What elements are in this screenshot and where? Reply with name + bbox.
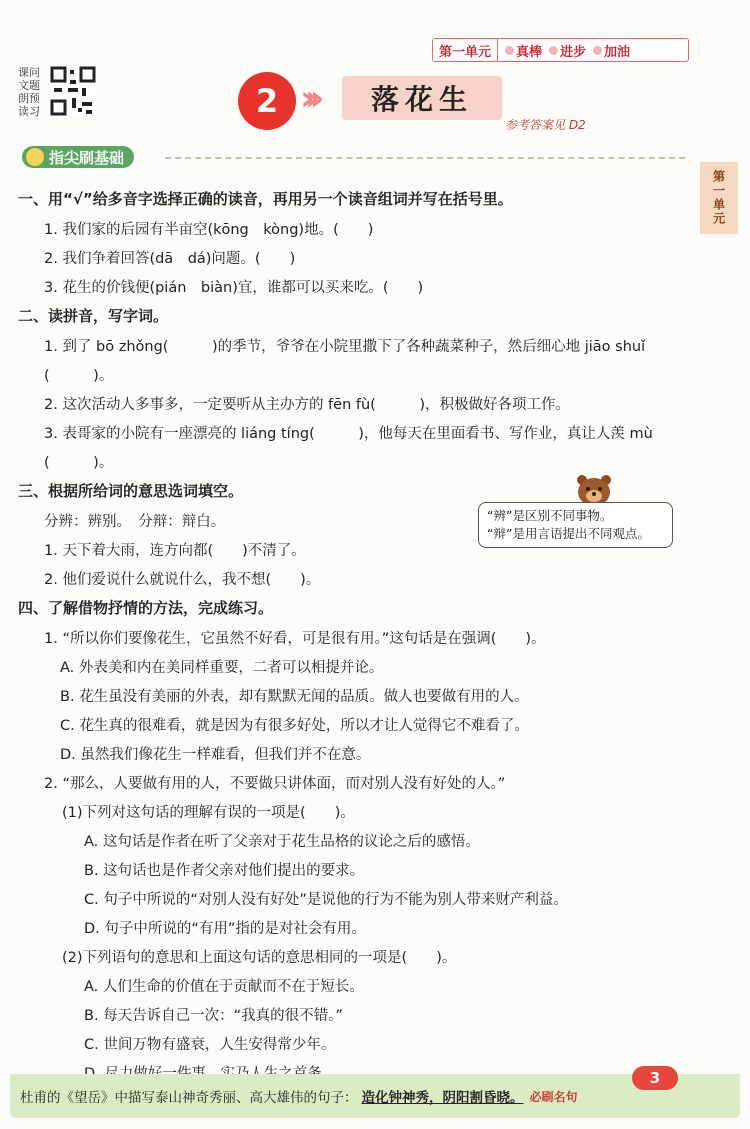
question-line: 分辨：辨别。 分辩：辩白。	[44, 514, 226, 530]
question-line: A. 人们生命的价值在于贡献而不在于短长。	[84, 979, 364, 995]
question-line: A. 这句话是作者在听了父亲对于花生品格的议论之后的感悟。	[84, 834, 480, 850]
question-line: 3. 花生的价钱便(pián biàn)宜，谁都可以买来吃。( )	[44, 280, 424, 296]
question-heading: 三、根据所给词的意思选词填空。	[18, 482, 244, 500]
question-line: C. 花生真的很难看，就是因为有很多好处，所以才让人觉得它不难看了。	[60, 718, 529, 734]
unit-label: 第一单元	[433, 39, 498, 61]
circle-icon	[549, 46, 558, 55]
question-heading: 一、用“√”给多音字选择正确的读音，再用另一个读音组词并写在括号里。	[18, 190, 513, 208]
question-line: B. 花生虽没有美丽的外表，却有默默无闻的品质。做人也要做有用的人。	[60, 689, 529, 705]
question-line: ( )。	[44, 455, 114, 471]
question-line: 3. 表哥家的小院有一座漂亮的 liáng tíng( )，他每天在里面看书、写作业，真让人羡 mù	[44, 426, 653, 442]
circle-icon	[505, 46, 514, 55]
question-line: B. 这句话也是作者父亲对他们提出的要求。	[84, 863, 365, 879]
badge-progress: 进步	[549, 41, 586, 60]
question-line: 1. 到了 bō zhǒng( )的季节，爷爷在小院里撒下了各种蔬菜种子，然后细心地 jiāo shuǐ	[44, 339, 646, 355]
tip-line: “辩”是用言语提出不同观点。	[487, 526, 650, 541]
question-line: 1. “所以你们要像花生，它虽然不好看，可是很有用。”这句话是在强调( )。	[44, 631, 546, 647]
question-line: D. 句子中所说的“有用”指的是对社会有用。	[84, 921, 366, 937]
question-line: 1. 我们家的后园有半亩空(kōng kòng)地。( )	[44, 222, 374, 238]
footer-badge: 必刷名句	[529, 1089, 578, 1104]
footer-text: 杜甫的《望岳》中描写泰山神奇秀丽、高大雄伟的句子：	[20, 1090, 358, 1106]
section-tag: 指尖刷基础	[22, 146, 134, 168]
tip-box	[478, 502, 673, 548]
footer-quote-text: 造化钟神秀，阴阳割昏晓。	[361, 1090, 524, 1106]
lesson-number: 2	[238, 72, 296, 130]
question-line: C. 世间万物有盛衰，人生安得常少年。	[84, 1037, 336, 1053]
question-line: (2)下列语句的意思和上面这句话的意思相同的一项是( )。	[62, 950, 457, 966]
question-line: B. 每天告诉自己一次：“我真的很不错。”	[84, 1008, 343, 1024]
question-line: D. 虽然我们像花生一样难看，但我们并不在意。	[60, 747, 371, 763]
question-line: ( )。	[44, 368, 114, 384]
badge-great: 真棒	[505, 41, 542, 60]
mascot-icon	[26, 148, 44, 166]
footer-quote	[10, 1074, 740, 1118]
divider	[165, 157, 685, 159]
chevron-right-icon: ›››	[300, 78, 315, 119]
question-line: 2. “那么，人要做有用的人，不要做只讲体面，而对别人没有好处的人。”	[44, 776, 506, 792]
question-line: 1. 天下着大雨，连方向都( )不清了。	[44, 543, 306, 559]
tip-line: “辨”是区别不同事物。	[487, 508, 613, 523]
question-line: (1)下列对这句话的理解有误的一项是( )。	[62, 805, 355, 821]
question-line: 2. 我们争着回答(dā dá)问题。( )	[44, 251, 296, 267]
qr-code-icon[interactable]	[50, 66, 96, 116]
circle-icon	[593, 46, 602, 55]
unit-progress-bar	[432, 38, 689, 62]
question-line: 2. 他们爱说什么就说什么，我不想( )。	[44, 572, 321, 588]
page-number: 3	[632, 1066, 678, 1090]
answer-reference: 参考答案见 D2	[505, 118, 586, 132]
qr-caption: 课问 文题 朗预 读习	[18, 66, 40, 118]
question-line: C. 句子中所说的“对别人没有好处”是说他的行为不能为别人带来财产利益。	[84, 892, 568, 908]
badge-cheer: 加油	[593, 41, 630, 60]
question-line: A. 外表美和内在美同样重要，二者可以相提并论。	[60, 660, 384, 676]
lesson-title: 落花生	[342, 76, 502, 120]
side-unit-tab: 第一单元	[700, 162, 738, 234]
question-line: 2. 这次活动人多事多，一定要听从主办方的 fēn fù( )，积极做好各项工作。	[44, 397, 570, 413]
question-heading: 二、读拼音，写字词。	[18, 307, 169, 325]
question-heading: 四、了解借物抒情的方法，完成练习。	[18, 599, 274, 617]
